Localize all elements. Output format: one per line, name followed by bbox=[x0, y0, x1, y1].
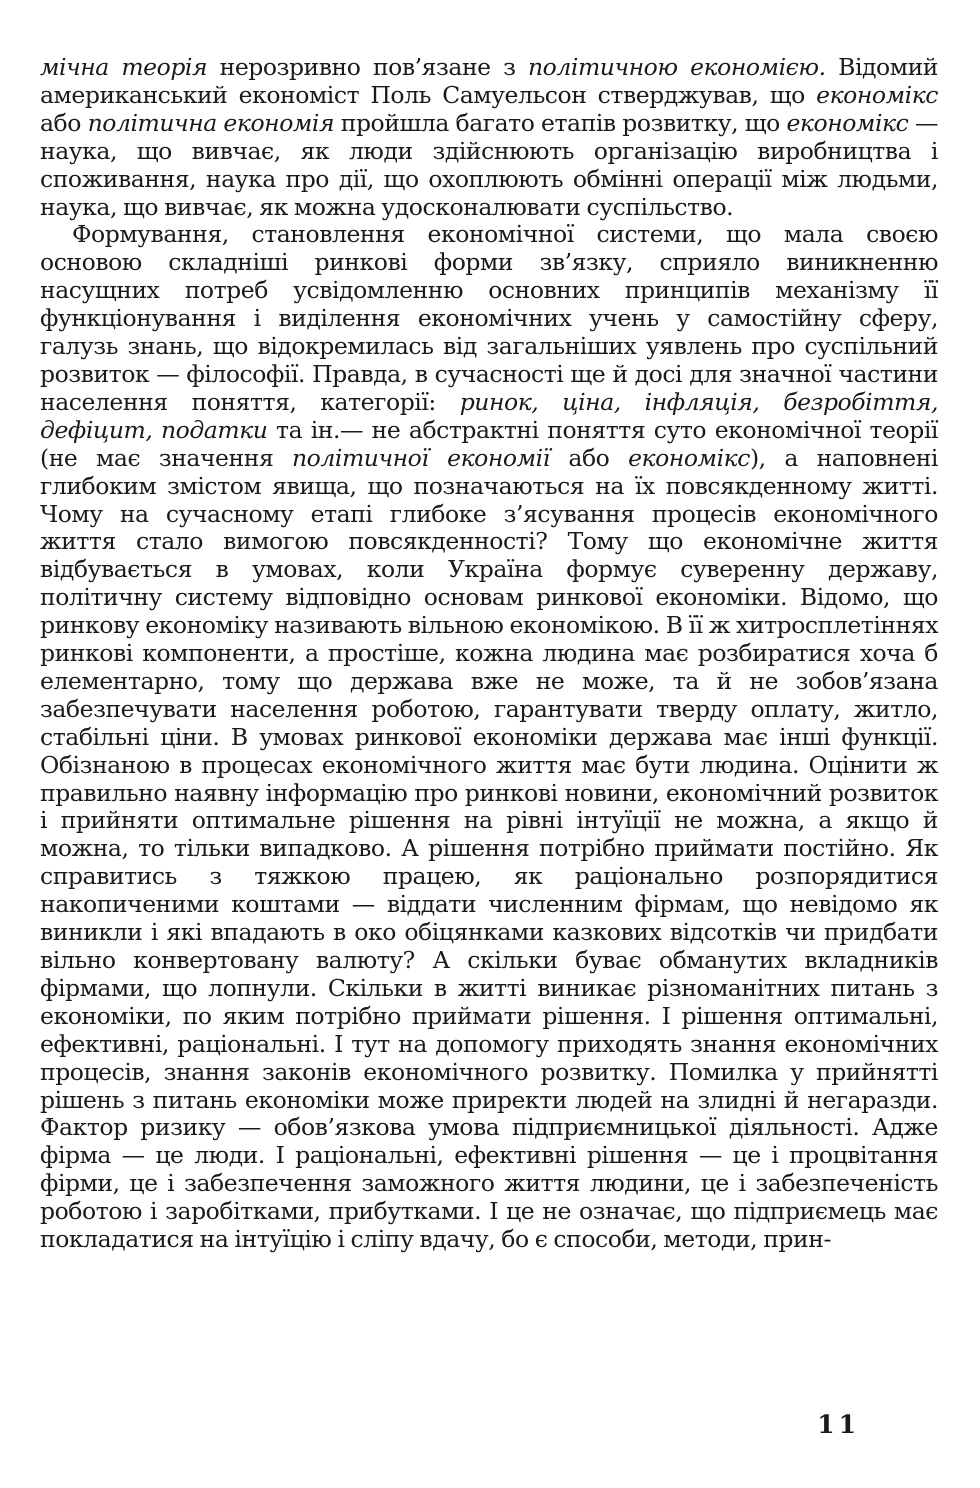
text-run: Відомий американський економіст Поль Самуельсон стверджував, що bbox=[40, 53, 938, 109]
paragraph-2 bbox=[40, 221, 938, 1254]
italic-term: економікс bbox=[816, 80, 938, 109]
text-run: пройшла багато етапів розвитку, що bbox=[334, 108, 787, 137]
text-run: або bbox=[40, 108, 88, 137]
text-run: та ін.— не абстрактні поняття суто економічної теорії (не має значення bbox=[40, 415, 938, 472]
italic-term: політичної економії bbox=[292, 443, 550, 472]
text-run: Формування, становлення економічної системи, що мала своєю основою складніші ринкові форми зв’язку, сприяло виникненню насущних потреб усвідомленню основних принципів механізму її функціонування і виділення економічних учень у самостійну сферу, галузь знань, що відокремилась від загальніших уявлень про суспільний розвиток — філософії. Правда, в сучасності ще й досі для значної частини населення поняття, категорії: bbox=[40, 220, 938, 416]
text-run: або bbox=[549, 443, 629, 472]
text-run: — наука, що вивчає, як люди здійснюють організацію виробництва і споживання, наука про дії, що охоплюють обмінні операції між людьми, наука, що вивчає, як можна удосконалювати суспільство. bbox=[40, 108, 938, 221]
text-run: ), а наповнені глибоким змістом явища, що позначаються на їх повсякденному житті. Чому на сучасному етапі глибоке з’ясування процесів економічного життя стало вимогою повсякденності? Тому що економічне життя відбувається в умовах, коли Україна формує суверенну державу, політичну систему відповідно основам ринкової економіки. Відомо, що ринкову економіку називають вільною економікою. В її ж хитросплетіннях ринкові компоненти, а простіше, кожна людина має розбиратися хоча б елементарно, тому що держава вже не може, та й не зобов’язана забезпечувати населення роботою, гарантувати тверду оплату, житло, стабільні ціни. В умовах ринкової економіки держава має інші функції. Обізнаною в процесах економічного життя має бути людина. Оцінити ж правильно наявну інформацію про ринкові новини, економічний розвиток і прийняти оптимальне рішення на рівні інтуїції не можна, а якщо й можна, то тільки випадково. А рішення потрібно приймати постійно. Як справитись з тяжкою працею, як раціонально розпорядитися накопиченими коштами — віддати численним фірмам, що невідомо як виникли і які впадають в око обіцянками казкових відсотків чи придбати вільно конвертовану валюту? А скільки буває обманутих вкладників фірмами, що лопнули. Скільки в житті виникає різноманітних питань з економіки, по яким потрібно приймати рішення. І рішення оптимальні, ефективні, раціональні. І тут на допомогу приходять знання економічних процесів, знання законів економічного розвитку. Помилка у прийнятті рішень з питань економіки може приректи людей на злидні й негаразди. Фактор ризику — обов’язкова умова підприємницької діяльності. Адже фірма — це люди. І раціональні, ефективні рішення — це і процвітання фірми, це і забезпечення заможного життя людини, це і забезпеченість роботою і заробітками, прибутками. І це не означає, що підприємець має покладатися на інтуїцію і сліпу вдачу, бо є способи, методи, прин- bbox=[40, 443, 938, 1254]
italic-term: політичною економією. bbox=[527, 53, 826, 81]
italic-term: економікс bbox=[786, 108, 909, 137]
italic-term: політична економія bbox=[87, 108, 335, 137]
page-number: 11 bbox=[817, 1410, 860, 1439]
page-body bbox=[40, 54, 938, 1254]
paragraph-1 bbox=[40, 54, 938, 221]
italic-term: мічна теорія bbox=[40, 53, 208, 81]
text-run: нерозривно пов’язане з bbox=[207, 53, 528, 81]
italic-term: економікс bbox=[628, 443, 750, 472]
italic-term: ринок, ціна, інфляція, безробіття, дефіцит, податки bbox=[40, 387, 938, 444]
